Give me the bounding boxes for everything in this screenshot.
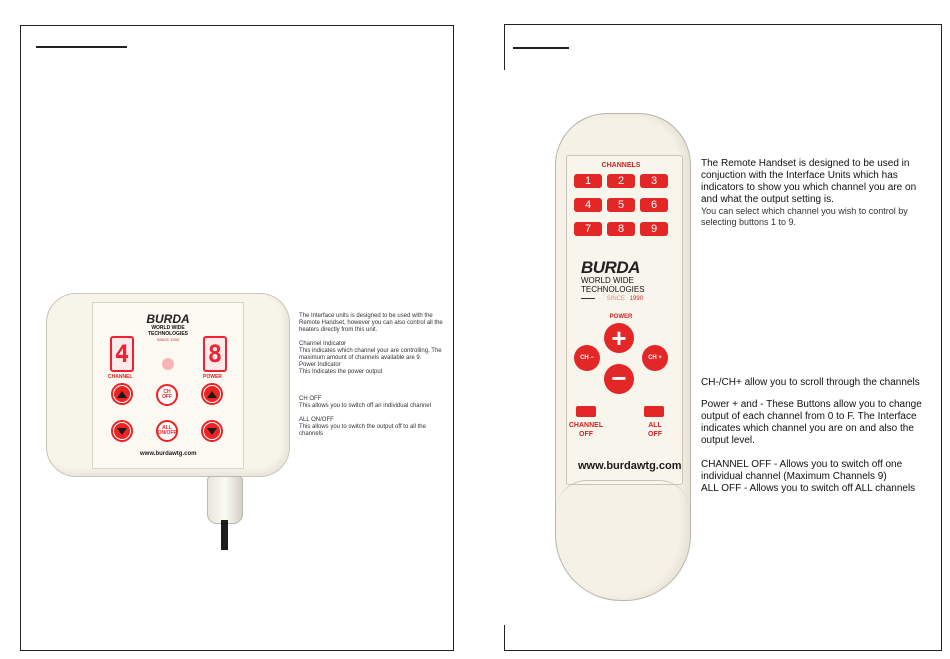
power-plus-button[interactable] [604,323,634,353]
channels-label: CHANNELS [601,162,641,169]
remote-url: www.burdawtg.com [578,460,682,472]
all-off-button[interactable] [644,406,664,417]
remote-logo: BURDA WORLD WIDE TECHNOLOGIES SINCE 1990 [581,258,645,302]
arrow-down-icon [117,428,127,435]
ch-minus-button[interactable]: CH − [574,345,600,371]
channel-key-7[interactable]: 7 [574,222,602,236]
channel-key-3[interactable]: 3 [640,174,668,188]
power-minus-button[interactable] [604,364,634,394]
ch-plus-button[interactable]: CH + [642,345,668,371]
channel-key-4[interactable]: 4 [574,198,602,212]
minus-icon: − [611,363,627,393]
channel-key-5[interactable]: 5 [607,198,635,212]
channel-key-8[interactable]: 8 [607,222,635,236]
interface-url: www.burdawtg.com [140,451,197,457]
channel-key-6[interactable]: 6 [640,198,668,212]
remote-handset [555,113,691,601]
arrow-down-icon [207,428,217,435]
channel-label: CHANNEL [108,374,133,380]
all-off-label: ALL OFF [648,422,662,438]
power-label: POWER [609,314,633,320]
cable-gland [207,476,243,524]
header-rule-left [36,46,127,48]
arrow-up-icon [117,391,127,398]
all-onoff-button[interactable]: ALL ON/OFF [156,420,178,442]
power-display: 8 [203,336,227,372]
channel-key-2[interactable]: 2 [607,174,635,188]
channel-display: 4 [110,336,134,372]
channel-off-label: CHANNEL OFF [568,422,604,438]
power-up-button[interactable] [201,383,223,405]
channel-down-button[interactable] [111,420,133,442]
arrow-up-icon [207,391,217,398]
channel-up-button[interactable] [111,383,133,405]
channel-key-9[interactable]: 9 [640,222,668,236]
interface-panel [92,302,244,469]
power-label: POWER [203,374,222,380]
status-led [162,358,174,370]
ch-off-button[interactable]: CH OFF [156,384,178,406]
page-edge-mask [503,70,506,625]
interface-description: The Interface units is designed to be used with the Remote Handset, however you can also control all the heaters directly from this unit. Channel Indicator This indicates which channel your are controlling. The maximum amount of channels available are 9. Power Indicator This Indicates the power output CH OFF This allows you to switch off an individual channel ALL ON/OFF This allows you to switch the output off to all the channels [299,313,443,437]
interface-unit [46,293,290,477]
remote-base [556,480,690,511]
remote-description-bottom: CH-/CH+ allow you to scroll through the channels Power + and - These Buttons allow you to change output of each channel from 0 to F. The Interface indicates which channel you are on and also the output level. CHANNEL OFF - Allows you to switch off one individual channel (Maximum Channels 9) ALL OFF - Allows you to switch off ALL channels [701,377,922,494]
remote-description-top: The Remote Handset is designed to be used in conjuction with the Interface Units which has indicators to show you which channel you are on and what the output setting is. You can select which channel you wish to control by selecting buttons 1 to 9. [701,158,917,227]
channel-key-1[interactable]: 1 [574,174,602,188]
power-cable [221,520,228,550]
plus-icon: + [611,323,627,353]
header-rule-right [513,47,569,49]
interface-logo: BURDA WORLD WIDE TECHNOLOGIES SINCE 1990 [146,312,190,342]
channel-off-button[interactable] [576,406,596,417]
power-down-button[interactable] [201,420,223,442]
